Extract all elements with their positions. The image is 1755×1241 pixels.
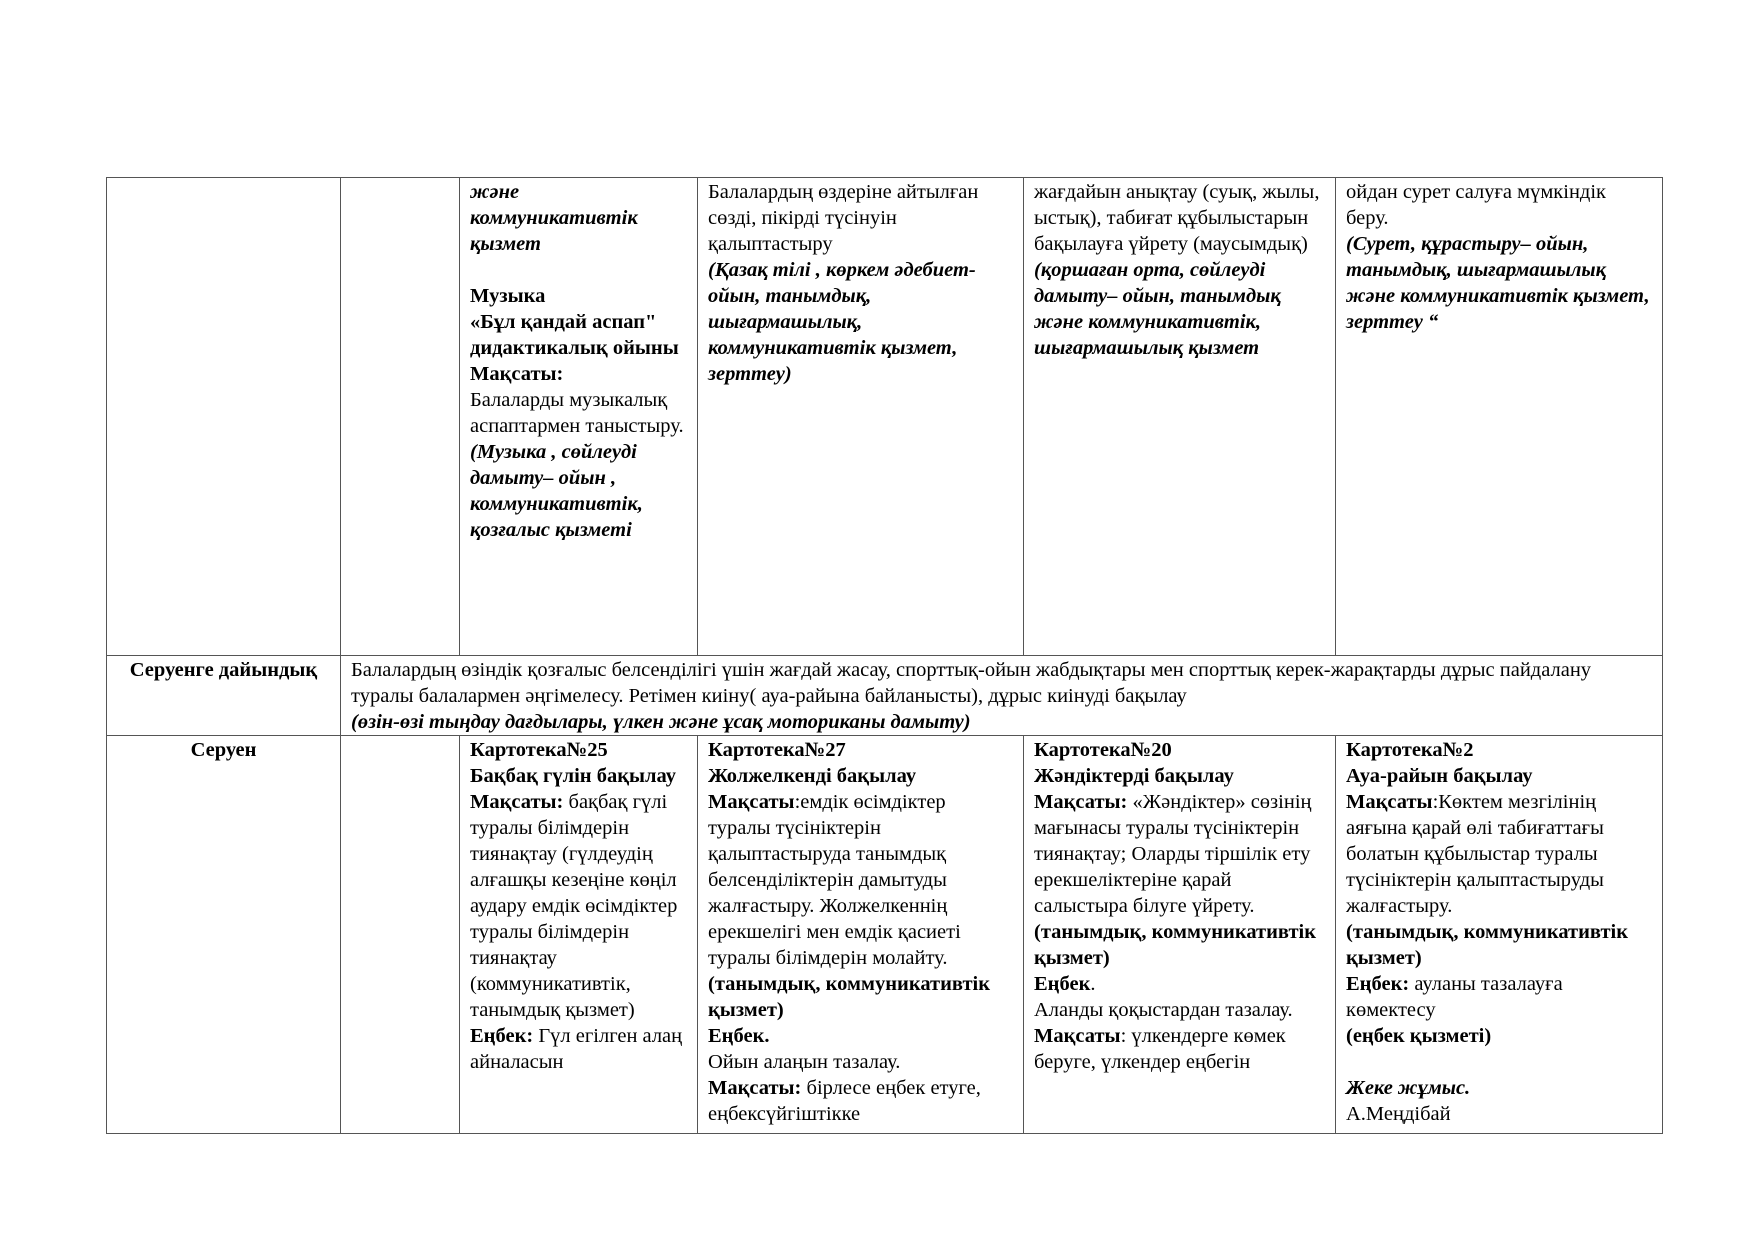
work-label: Еңбек: [1034, 973, 1091, 995]
empty-cell: [341, 736, 460, 1134]
activity-subject: Музыка: [470, 285, 546, 307]
activity-title: Жолжелкенді бақылау: [708, 765, 917, 787]
table-row: [107, 656, 1663, 736]
merged-content-cell: [341, 656, 1663, 736]
activity-text: Балалардың өзіндік қозғалыс белсенділігі үшін жағдай жасау, спорттық-ойын жабдықтары мен спорттық керек-жарақтарды дұрыс пайдалану туралы балалармен әңгімелесу. Ретімен киіну( ауа-райына байланысты), дұрыс киінуді бақылау: [351, 659, 1592, 707]
activity-tag: (танымдық, коммуникативтік қызмет): [708, 973, 991, 1021]
activity-cell: [698, 178, 1024, 656]
activity-cell: [460, 178, 698, 656]
goal-label: Мақсаты:: [708, 1077, 802, 1099]
weekly-plan-table: [106, 177, 1663, 1134]
card-number: Картотека№20: [1034, 739, 1172, 761]
goal-label: Мақсаты:: [470, 363, 564, 385]
work-text: Ойын алаңын тазалау.: [708, 1051, 901, 1073]
activity-tag: (өзін-өзі тыңдау дағдылары, үлкен және ұсақ моториканы дамыту): [351, 711, 971, 733]
goal-label: Мақсаты:: [1034, 791, 1128, 813]
goal-text: : үлкендерге көмек беруге, үлкендер еңбегін: [1034, 1025, 1286, 1073]
goal-text: Балаларды музыкалық аспаптармен таныстыру.: [470, 389, 684, 437]
work-label: Еңбек.: [708, 1025, 770, 1047]
activity-cell: [460, 736, 698, 1134]
row-label-cell: Серуен: [107, 736, 341, 1134]
work-label: Еңбек:: [470, 1025, 534, 1047]
activity-tag: (танымдық, коммуникативтік қызмет): [1034, 921, 1317, 969]
goal-label: Мақсаты:: [470, 791, 564, 813]
activity-cell: [698, 736, 1024, 1134]
activity-text: Балалардың өздеріне айтылған сөзді, пікірді түсінуін қалыптастыру: [708, 181, 979, 255]
activity-title: Бақбақ гүлін бақылау: [470, 765, 677, 787]
activity-cell: [1024, 736, 1336, 1134]
work-label-dot: .: [1090, 973, 1096, 995]
individual-work-label: Жеке жұмыс.: [1346, 1077, 1471, 1099]
goal-text: «Жәндіктер» сөзінің мағынасы туралы түсініктерін тиянақтау; Оларды тіршілік ету ерекшеліктеріне қарай салыстыра білуге үйрету.: [1034, 791, 1312, 917]
activity-tag: (Сурет, құрастыру– ойын, танымдық, шығармашылық және коммуникативтік қызмет, зерттеу “: [1346, 233, 1650, 333]
goal-text: :емдік өсімдіктер туралы түсініктерін қалыптастыруда танымдық белсенділіктерін дамытуды жалғастыру. Жолжелкеннің ерекшелігі мен емдік қасиеті туралы білімдерін молайту.: [708, 791, 961, 969]
work-label: Еңбек:: [1346, 973, 1410, 995]
goal-text: :Көктем мезгілінің аяғына қарай өлі табиғаттағы болатын құбылыстар туралы түсініктерін қалыптастыруды жалғастыру.: [1346, 791, 1604, 917]
goal-text: бақбақ гүлі туралы білімдерін тиянақтау (гүлдеудің алғашқы кезеңіне көңіл аудару емдік өсімдіктер туралы білімдерін тиянақтау (коммуникативтік, танымдық қызмет): [470, 791, 678, 1021]
table-row: [107, 736, 1663, 1134]
goal-text: бірлесе еңбек етуге, еңбексүйгіштікке: [708, 1077, 981, 1125]
work-text: ауланы тазалауға көмектесу: [1346, 973, 1563, 1021]
activity-tag: (еңбек қызметі): [1346, 1025, 1492, 1047]
goal-label: Мақсаты: [708, 791, 795, 813]
card-number: Картотека№2: [1346, 739, 1474, 761]
activity-text: жағдайын анықтау (суық, жылы, ыстық), табиғат құбылыстарын бақылауға үйрету (маусымдық): [1034, 181, 1320, 255]
row-label-cell: Серуенге дайындық: [107, 656, 341, 736]
activity-cell: [1024, 178, 1336, 656]
activity-cell: [1336, 736, 1663, 1134]
table-row: [107, 178, 1663, 656]
activity-text: ойдан сурет салуға мүмкіндік беру.: [1346, 181, 1607, 229]
goal-label: Мақсаты: [1034, 1025, 1121, 1047]
activity-title: Жәндіктерді бақылау: [1034, 765, 1234, 787]
activity-title: «Бұл қандай аспап" дидактикалық ойыны: [470, 311, 679, 359]
activity-cell: [1336, 178, 1663, 656]
work-text: Гүл егілген алаң айналасын: [470, 1025, 683, 1073]
work-text: Аланды қоқыстардан тазалау.: [1034, 999, 1293, 1021]
row-label-cell: [107, 178, 341, 656]
activity-tag: (Музыка , сөйлеуді дамыту– ойын , коммуникативтік, қозғалыс қызметі: [470, 441, 643, 541]
goal-label: Мақсаты: [1346, 791, 1433, 813]
card-number: Картотека№27: [708, 739, 846, 761]
empty-cell: [341, 178, 460, 656]
individual-work-text: А.Меңдібай: [1346, 1103, 1451, 1125]
card-number: Картотека№25: [470, 739, 608, 761]
activity-tag: (танымдық, коммуникативтік қызмет): [1346, 921, 1629, 969]
activity-tag: және коммуникативтік қызмет: [470, 181, 638, 255]
activity-tag: (Қазақ тілі , көркем әдебиет- ойын, танымдық, шығармашылық, коммуникативтік қызмет, зерттеу): [708, 259, 976, 385]
activity-title: Ауа-райын бақылау: [1346, 765, 1533, 787]
activity-tag: (қоршаған орта, сөйлеуді дамыту– ойын, танымдық және коммуникативтік, шығармашылық қызмет: [1034, 259, 1281, 359]
